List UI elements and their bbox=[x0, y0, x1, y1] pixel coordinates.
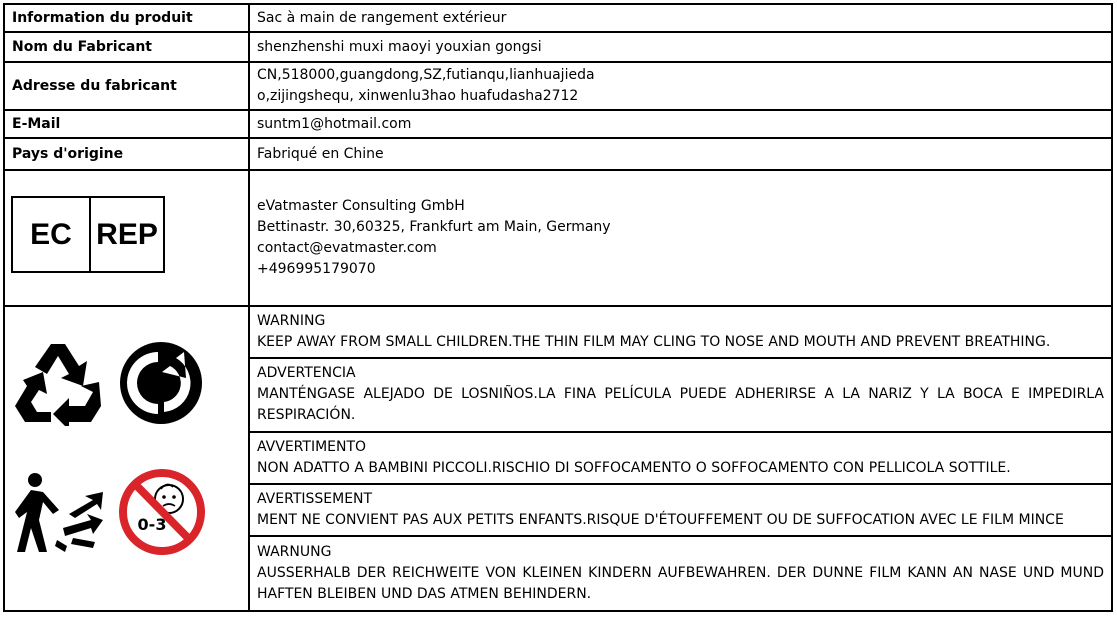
warning-cell bbox=[249, 484, 1112, 536]
row-label: Adresse du fabricant bbox=[4, 62, 249, 110]
warning-title: WARNING bbox=[257, 312, 326, 329]
ec-rep-line: eVatmaster Consulting GmbH bbox=[257, 198, 465, 214]
warning-title: AVERTISSEMENT bbox=[257, 490, 373, 507]
tidyman-icon bbox=[13, 470, 105, 554]
row-label: E-Mail bbox=[4, 110, 249, 138]
table-row bbox=[4, 4, 1112, 32]
ec-rep-line: contact@evatmaster.com bbox=[257, 240, 437, 256]
warning-body: NON ADATTO A BAMBINI PICCOLI.RISCHIO DI SOFFOCAMENTO O SOFFOCAMENTO CON PELLICOLA SOTTILE. bbox=[257, 459, 1011, 476]
address-line: o,zijingshequ, xinwenlu3hao huafudasha2712 bbox=[257, 88, 579, 104]
warning-cell bbox=[249, 432, 1112, 484]
row-value: Sac à main de rangement extérieur bbox=[249, 4, 1112, 32]
rep-symbol-text: REP bbox=[96, 218, 158, 251]
row-value bbox=[249, 62, 1112, 110]
ec-rep-line: +496995179070 bbox=[257, 261, 376, 277]
row-label: Pays d'origine bbox=[4, 138, 249, 170]
age-warning-label: 0-3 bbox=[137, 515, 167, 534]
table-row bbox=[4, 110, 1112, 138]
row-value: suntm1@hotmail.com bbox=[249, 110, 1112, 138]
warning-cell bbox=[249, 306, 1112, 358]
row-label: Information du produit bbox=[4, 4, 249, 32]
ec-symbol-text: EC bbox=[13, 198, 91, 271]
symbols-cell bbox=[4, 306, 249, 611]
green-dot-icon bbox=[118, 340, 204, 426]
table-row bbox=[4, 62, 1112, 110]
row-label: Nom du Fabricant bbox=[4, 32, 249, 62]
warning-body: MANTÉNGASE ALEJADO DE LOSNIÑOS.LA FINA PELÍCULA PUEDE ADHERIRSE A LA NARIZ Y LA BOCA E IMPEDIRLA RESPIRACIÓN. bbox=[257, 386, 1104, 423]
age-warning-icon bbox=[117, 467, 207, 557]
warning-cell bbox=[249, 358, 1112, 432]
warning-title: WARNUNG bbox=[257, 543, 332, 560]
ec-rep-contact bbox=[249, 170, 1112, 306]
product-info-table bbox=[3, 3, 1113, 612]
ec-rep-symbol bbox=[11, 196, 165, 273]
warning-title: ADVERTENCIA bbox=[257, 365, 356, 381]
warning-body: KEEP AWAY FROM SMALL CHILDREN.THE THIN FILM MAY CLING TO NOSE AND MOUTH AND PREVENT BREATHING. bbox=[257, 333, 1051, 350]
table-row bbox=[4, 138, 1112, 170]
table-row bbox=[4, 306, 1112, 358]
row-value: Fabriqué en Chine bbox=[249, 138, 1112, 170]
warning-title: AVVERTIMENTO bbox=[257, 438, 367, 455]
table-row bbox=[4, 32, 1112, 62]
address-line: CN,518000,guangdong,SZ,futianqu,lianhuajieda bbox=[257, 67, 595, 83]
ec-rep-symbol-cell bbox=[4, 170, 249, 306]
warning-cell bbox=[249, 536, 1112, 611]
recycle-icon bbox=[13, 340, 103, 426]
warning-body: AUSSERHALB DER REICHWEITE VON KLEINEN KINDERN AUFBEWAHREN. DER DUNNE FILM KANN AN NASE UND MUND HAFTEN BLEIBEN UND DAS ATMEN BEHINDERN. bbox=[257, 564, 1104, 602]
table-row bbox=[4, 170, 1112, 306]
ec-rep-line: Bettinastr. 30,60325, Frankfurt am Main, Germany bbox=[257, 219, 611, 235]
row-value: shenzhenshi muxi maoyi youxian gongsi bbox=[249, 32, 1112, 62]
warning-body: MENT NE CONVIENT PAS AUX PETITS ENFANTS.RISQUE D'ÉTOUFFEMENT OU DE SUFFOCATION AVEC LE FILM MINCE bbox=[257, 511, 1064, 528]
